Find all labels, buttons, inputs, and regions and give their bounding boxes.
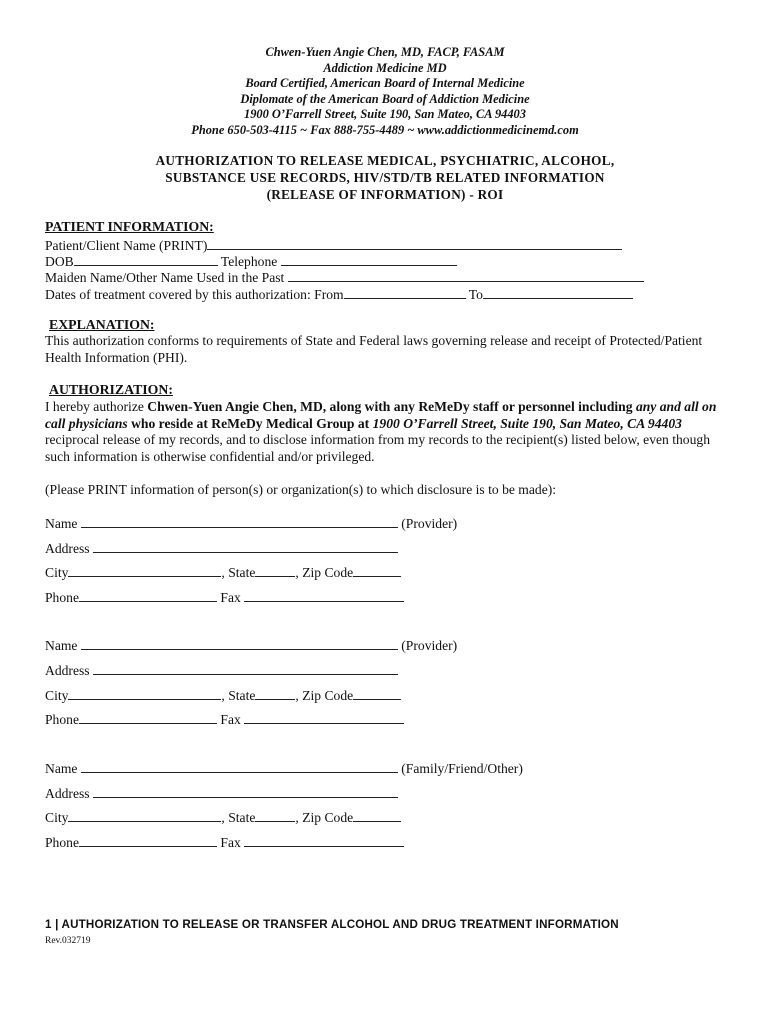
recipient-1-city-row — [45, 563, 401, 581]
recipient-1-phone-label: Phone — [45, 590, 79, 605]
recipient-2-name-row — [45, 636, 457, 654]
recipient-2-zip-field[interactable] — [353, 686, 401, 700]
recipient-3-address-row — [45, 784, 398, 802]
recipient-2-city-field[interactable] — [68, 686, 221, 700]
recipient-2-fax-field[interactable] — [244, 710, 404, 724]
recipient-1-fax-label: Fax — [220, 590, 241, 605]
recipient-1-state-label: , State — [221, 565, 256, 580]
recipient-2-address-label: Address — [45, 663, 90, 678]
recipient-2-name-label: Name — [45, 638, 78, 653]
board-diplomate: Diplomate of the American Board of Addiction Medicine — [240, 91, 530, 106]
office-contact: Phone 650-503-4115 ~ Fax 888-755-4489 ~ www.addictionmedicinemd.com — [191, 122, 579, 137]
form-title-line-1: AUTHORIZATION TO RELEASE MEDICAL, PSYCHIATRIC, ALCOHOL, — [155, 153, 615, 168]
recipient-1-address-row — [45, 539, 398, 557]
recipient-1-address-label: Address — [45, 541, 90, 556]
recipient-1-name-label: Name — [45, 516, 78, 531]
form-title-line-3: (RELEASE OF INFORMATION) - ROI — [266, 187, 504, 202]
recipient-2-name-field[interactable] — [81, 636, 398, 650]
physician-specialty: Addiction Medicine MD — [323, 60, 447, 75]
recipient-2-address-row — [45, 661, 398, 679]
maiden-name-row — [45, 268, 644, 286]
recipient-1-type: (Provider) — [401, 516, 458, 531]
recipient-2-phone-row — [45, 710, 404, 728]
recipient-2-type: (Provider) — [401, 638, 458, 653]
footer-title: 1 | AUTHORIZATION TO RELEASE OR TRANSFER ALCOHOL AND DRUG TREATMENT INFORMATION — [45, 918, 619, 931]
recipient-3-phone-label: Phone — [45, 835, 79, 850]
recipient-2-state-label: , State — [221, 688, 256, 703]
recipient-3-zip-label: , Zip Code — [295, 810, 354, 825]
recipient-3-fax-field[interactable] — [244, 833, 404, 847]
recipient-2-address-field[interactable] — [93, 661, 398, 675]
recipient-2-phone-field[interactable] — [79, 710, 217, 724]
recipient-1-address-field[interactable] — [93, 539, 398, 553]
recipient-3-city-field[interactable] — [68, 808, 221, 822]
recipient-2-city-label: City — [45, 688, 69, 703]
physician-name: Chwen-Yuen Angie Chen, MD, FACP, FASAM — [265, 45, 505, 59]
authorization-address: 1900 O’Farrell Street, Suite 190, San Mateo, CA 94403 — [372, 415, 682, 431]
treatment-to-label: To — [468, 287, 483, 302]
recipient-1-name-field[interactable] — [81, 514, 398, 528]
recipient-1-zip-label: , Zip Code — [295, 565, 354, 580]
recipient-2-city-row — [45, 686, 401, 704]
explanation-heading: EXPLANATION: — [49, 317, 155, 332]
telephone-field[interactable] — [281, 252, 457, 266]
recipient-3-address-field[interactable] — [93, 784, 398, 798]
treatment-from-field[interactable] — [344, 285, 466, 299]
recipient-3-address-label: Address — [45, 786, 90, 801]
recipient-1-zip-field[interactable] — [353, 563, 401, 577]
disclosure-instruction: (Please PRINT information of person(s) or organization(s) to which disclosure is to be made): — [45, 482, 557, 497]
recipient-1-phone-field[interactable] — [79, 588, 217, 602]
telephone-label: Telephone — [220, 254, 278, 269]
recipient-2-fax-label: Fax — [220, 712, 241, 727]
authorization-on-call: any and all on call physicians — [45, 399, 717, 431]
authorization-text-1: I hereby authorize — [45, 399, 148, 414]
recipient-1-phone-row — [45, 588, 404, 606]
recipient-1-city-field[interactable] — [68, 563, 221, 577]
recipient-3-phone-field[interactable] — [79, 833, 217, 847]
recipient-3-name-label: Name — [45, 761, 78, 776]
authorization-heading: AUTHORIZATION: — [49, 382, 173, 397]
letterhead — [0, 45, 770, 139]
recipient-1-state-field[interactable] — [255, 563, 295, 577]
recipient-1-name-row — [45, 514, 457, 532]
revision-code: Rev.032719 — [45, 936, 91, 946]
authorization-text — [45, 399, 735, 465]
dob-label: DOB — [45, 254, 74, 269]
dob-field[interactable] — [74, 252, 218, 266]
patient-name-label: Patient/Client Name (PRINT) — [45, 238, 208, 253]
treatment-dates-label: Dates of treatment covered by this authorization: From — [45, 287, 344, 302]
authorization-reside: who reside at ReMeDy Medical Group at — [127, 415, 373, 431]
patient-information-heading: PATIENT INFORMATION: — [45, 219, 214, 234]
recipient-3-name-field[interactable] — [81, 759, 398, 773]
treatment-dates-row — [45, 285, 633, 303]
recipient-3-zip-field[interactable] — [353, 808, 401, 822]
recipient-3-state-field[interactable] — [255, 808, 295, 822]
recipient-1-fax-field[interactable] — [244, 588, 404, 602]
form-title-line-2: SUBSTANCE USE RECORDS, HIV/STD/TB RELATED INFORMATION — [165, 170, 605, 185]
form-title — [0, 152, 770, 203]
recipient-2-state-field[interactable] — [255, 686, 295, 700]
recipient-3-name-row — [45, 759, 523, 777]
patient-name-field[interactable] — [207, 236, 622, 250]
recipient-3-city-row — [45, 808, 401, 826]
office-address: 1900 O’Farrell Street, Suite 190, San Mateo, CA 94403 — [244, 107, 526, 122]
explanation-text: This authorization conforms to requirements of State and Federal laws governing release and receipt of Protected/Patient Health Information (PHI). — [45, 333, 703, 365]
treatment-to-field[interactable] — [483, 285, 633, 299]
recipient-1-city-label: City — [45, 565, 69, 580]
recipient-3-state-label: , State — [221, 810, 256, 825]
recipient-2-zip-label: , Zip Code — [295, 688, 354, 703]
board-certification: Board Certified, American Board of Internal Medicine — [245, 76, 525, 91]
authorization-authorized-party: Chwen-Yuen Angie Chen, MD, along with any ReMeDy staff or personnel including — [147, 399, 636, 414]
maiden-name-label: Maiden Name/Other Name Used in the Past — [45, 270, 285, 285]
recipient-3-type: (Family/Friend/Other) — [401, 761, 523, 776]
authorization-text-2: reciprocal release of my records, and to disclose information from my records to the recipient(s) listed below, even though such information is otherwise confidential and/or privileged. — [45, 432, 710, 464]
recipient-3-city-label: City — [45, 810, 69, 825]
maiden-name-field[interactable] — [288, 268, 644, 282]
recipient-3-fax-label: Fax — [220, 835, 241, 850]
recipient-2-phone-label: Phone — [45, 712, 79, 727]
recipient-3-phone-row — [45, 833, 404, 851]
